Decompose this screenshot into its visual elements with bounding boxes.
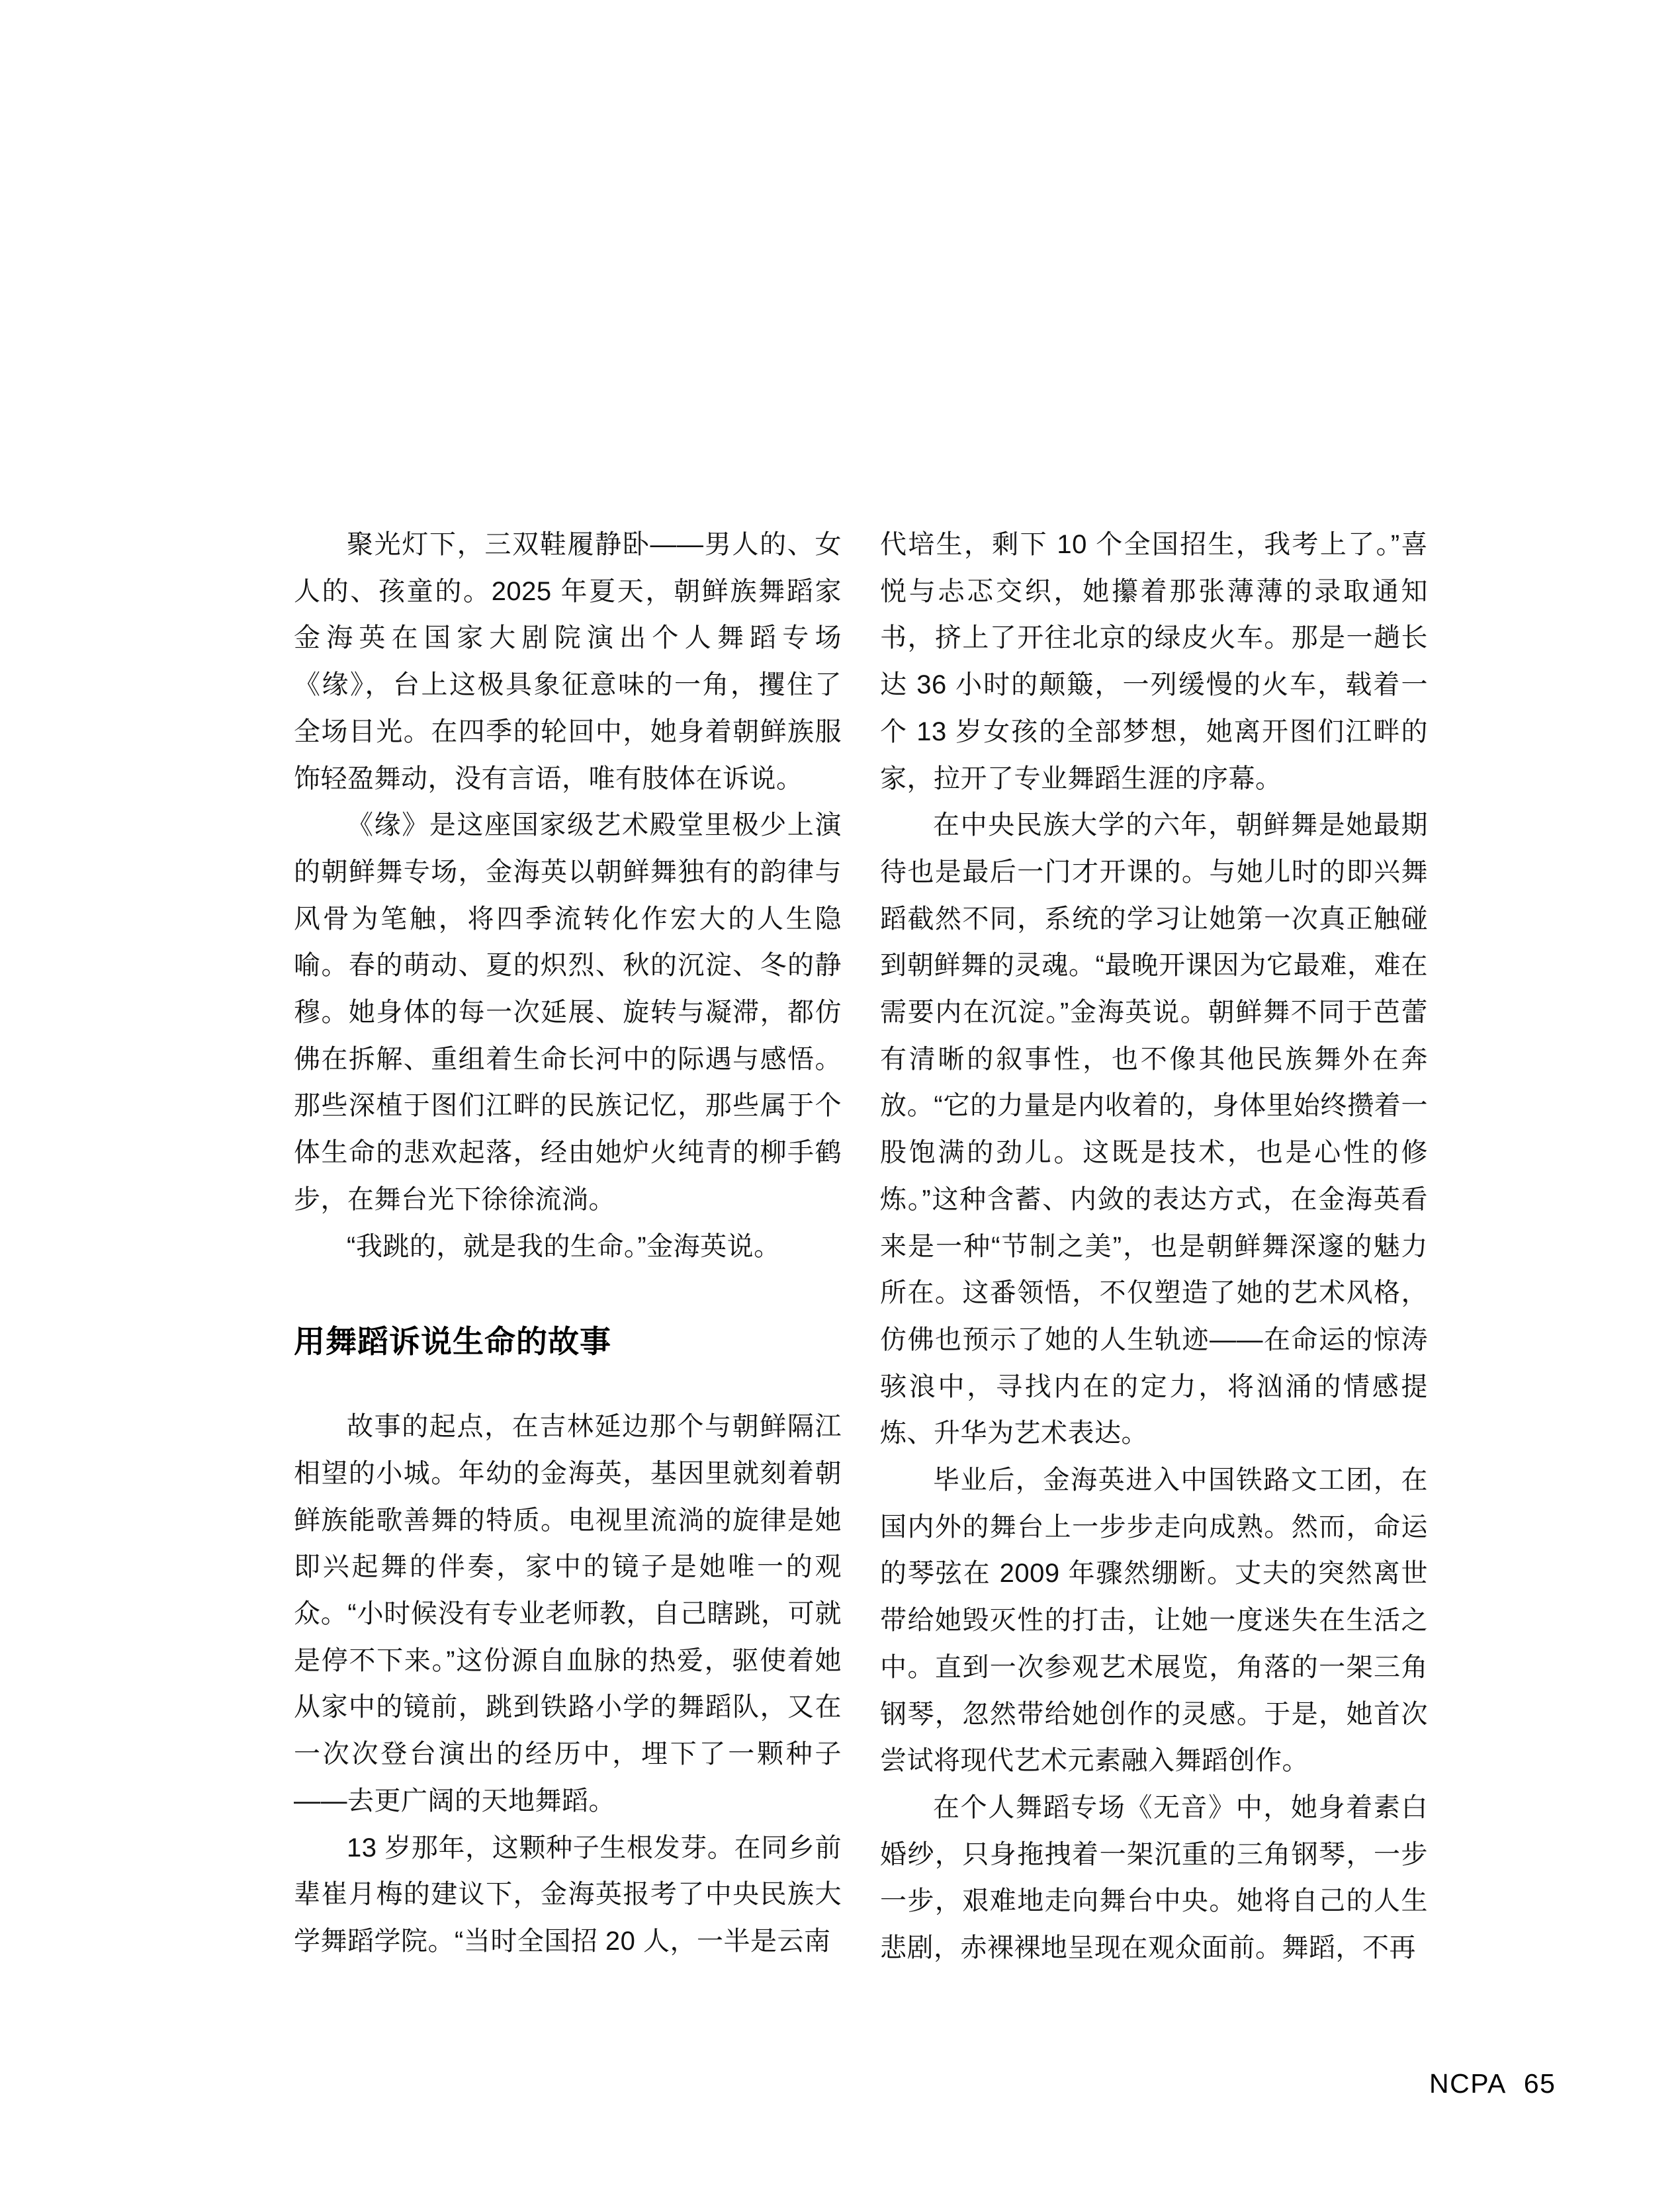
paragraph-quote: “我跳的，就是我的生命。”金海英说。 bbox=[347, 1231, 781, 1261]
article-left-column bbox=[294, 521, 842, 1965]
section-heading: 用舞蹈诉说生命的故事 bbox=[294, 1324, 611, 1360]
paragraph-story-origin: 故事的起点，在吉林延边那个与朝鲜隔江相望的小城。年幼的金海英，基因里就刻着朝鲜族能歌善舞的特质。电视里流淌的旋律是她即兴起舞的伴奏，家中的镜子是她唯一的观众。“小时候没有专业老师教，自己瞎跳，可就是停不下来。”这份源自血脉的热爱，驱使着她从家中的镜前，跳到铁路小学的舞蹈队，又在一次次登台演出的经历中，埋下了一颗种子——去更广阔的天地舞蹈。 bbox=[294, 1412, 842, 1816]
paragraph-yuan-performance: 《缘》是这座国家级艺术殿堂里极少上演的朝鲜舞专场，金海英以朝鲜舞独有的韵律与风骨为笔触，将四季流转化作宏大的人生隐喻。春的萌动、夏的炽烈、秋的沉淀、冬的静穆。她身体的每一次延展、旋转与凝滞，都仿佛在拆解、重组着生命长河中的际遇与感悟。那些深植于图们江畔的民族记忆，那些属于个体生命的悲欢起落，经由她炉火纯青的柳手鹤步，在舞台光下徐徐流淌。 bbox=[294, 810, 842, 1214]
journal-name: NCPA bbox=[1429, 2068, 1507, 2099]
paragraph-wuyin-performance: 在个人舞蹈专场《无音》中，她身着素白婚纱，只身拖拽着一架沉重的三角钢琴，一步一步，艰难地走向舞台中央。她将自己的人生悲剧，赤裸裸地呈现在观众面前。舞蹈，不再 bbox=[880, 1792, 1428, 1963]
paragraph-opening: 聚光灯下，三双鞋履静卧——男人的、女人的、孩童的。2025 年夏天，朝鲜族舞蹈家金海英在国家大剧院演出个人舞蹈专场《缘》，台上这极具象征意味的一角，攫住了全场目光。在四季的轮回中，她身着朝鲜族服饰轻盈舞动，没有言语，唯有肢体在诉说。 bbox=[294, 530, 842, 793]
paragraph-university-years: 在中央民族大学的六年，朝鲜舞是她最期待也是最后一门才开课的。与她儿时的即兴舞蹈截然不同，系统的学习让她第一次真正触碰到朝鲜舞的灵魂。“最晚开课因为它最难，难在需要内在沉淀。”金海英说。朝鲜舞不同于芭蕾有清晰的叙事性，也不像其他民族舞外在奔放。“它的力量是内收着的，身体里始终攒着一股饱满的劲儿。这既是技术，也是心性的修炼。”这种含蓄、内敛的表达方式，在金海英看来是一种“节制之美”，也是朝鲜舞深邃的魅力所在。这番领悟，不仅塑造了她的艺术风格，仿佛也预示了她的人生轨迹——在命运的惊涛骇浪中，寻找内在的定力，将汹涌的情感提炼、升华为艺术表达。 bbox=[880, 810, 1428, 1448]
paragraph-after-graduation: 毕业后，金海英进入中国铁路文工团，在国内外的舞台上一步步走向成熟。然而，命运的琴弦在 2009 年骤然绷断。丈夫的突然离世带给她毁灭性的打击，让她一度迷失在生活之中。直到一次参观艺术展览，角落的一架三角钢琴，忽然带给她创作的灵感。于是，她首次尝试将现代艺术元素融入舞蹈创作。 bbox=[880, 1466, 1428, 1776]
article-right-column bbox=[880, 521, 1428, 1972]
page-footer bbox=[1429, 2068, 1556, 2099]
paragraph-age-thirteen: 13 岁那年，这颗种子生根发芽。在同乡前辈崔月梅的建议下，金海英报考了中央民族大学舞蹈学院。“当时全国招 20 人，一半是云南 bbox=[294, 1833, 842, 1956]
page-number: 65 bbox=[1523, 2068, 1556, 2099]
paragraph-admission-continued: 代培生，剩下 10 个全国招生，我考上了。”喜悦与忐忑交织，她攥着那张薄薄的录取通知书，挤上了开往北京的绿皮火车。那是一趟长达 36 小时的颠簸，一列缓慢的火车，载着一个 13 岁女孩的全部梦想，她离开图们江畔的家，拉开了专业舞蹈生涯的序幕。 bbox=[880, 530, 1428, 793]
